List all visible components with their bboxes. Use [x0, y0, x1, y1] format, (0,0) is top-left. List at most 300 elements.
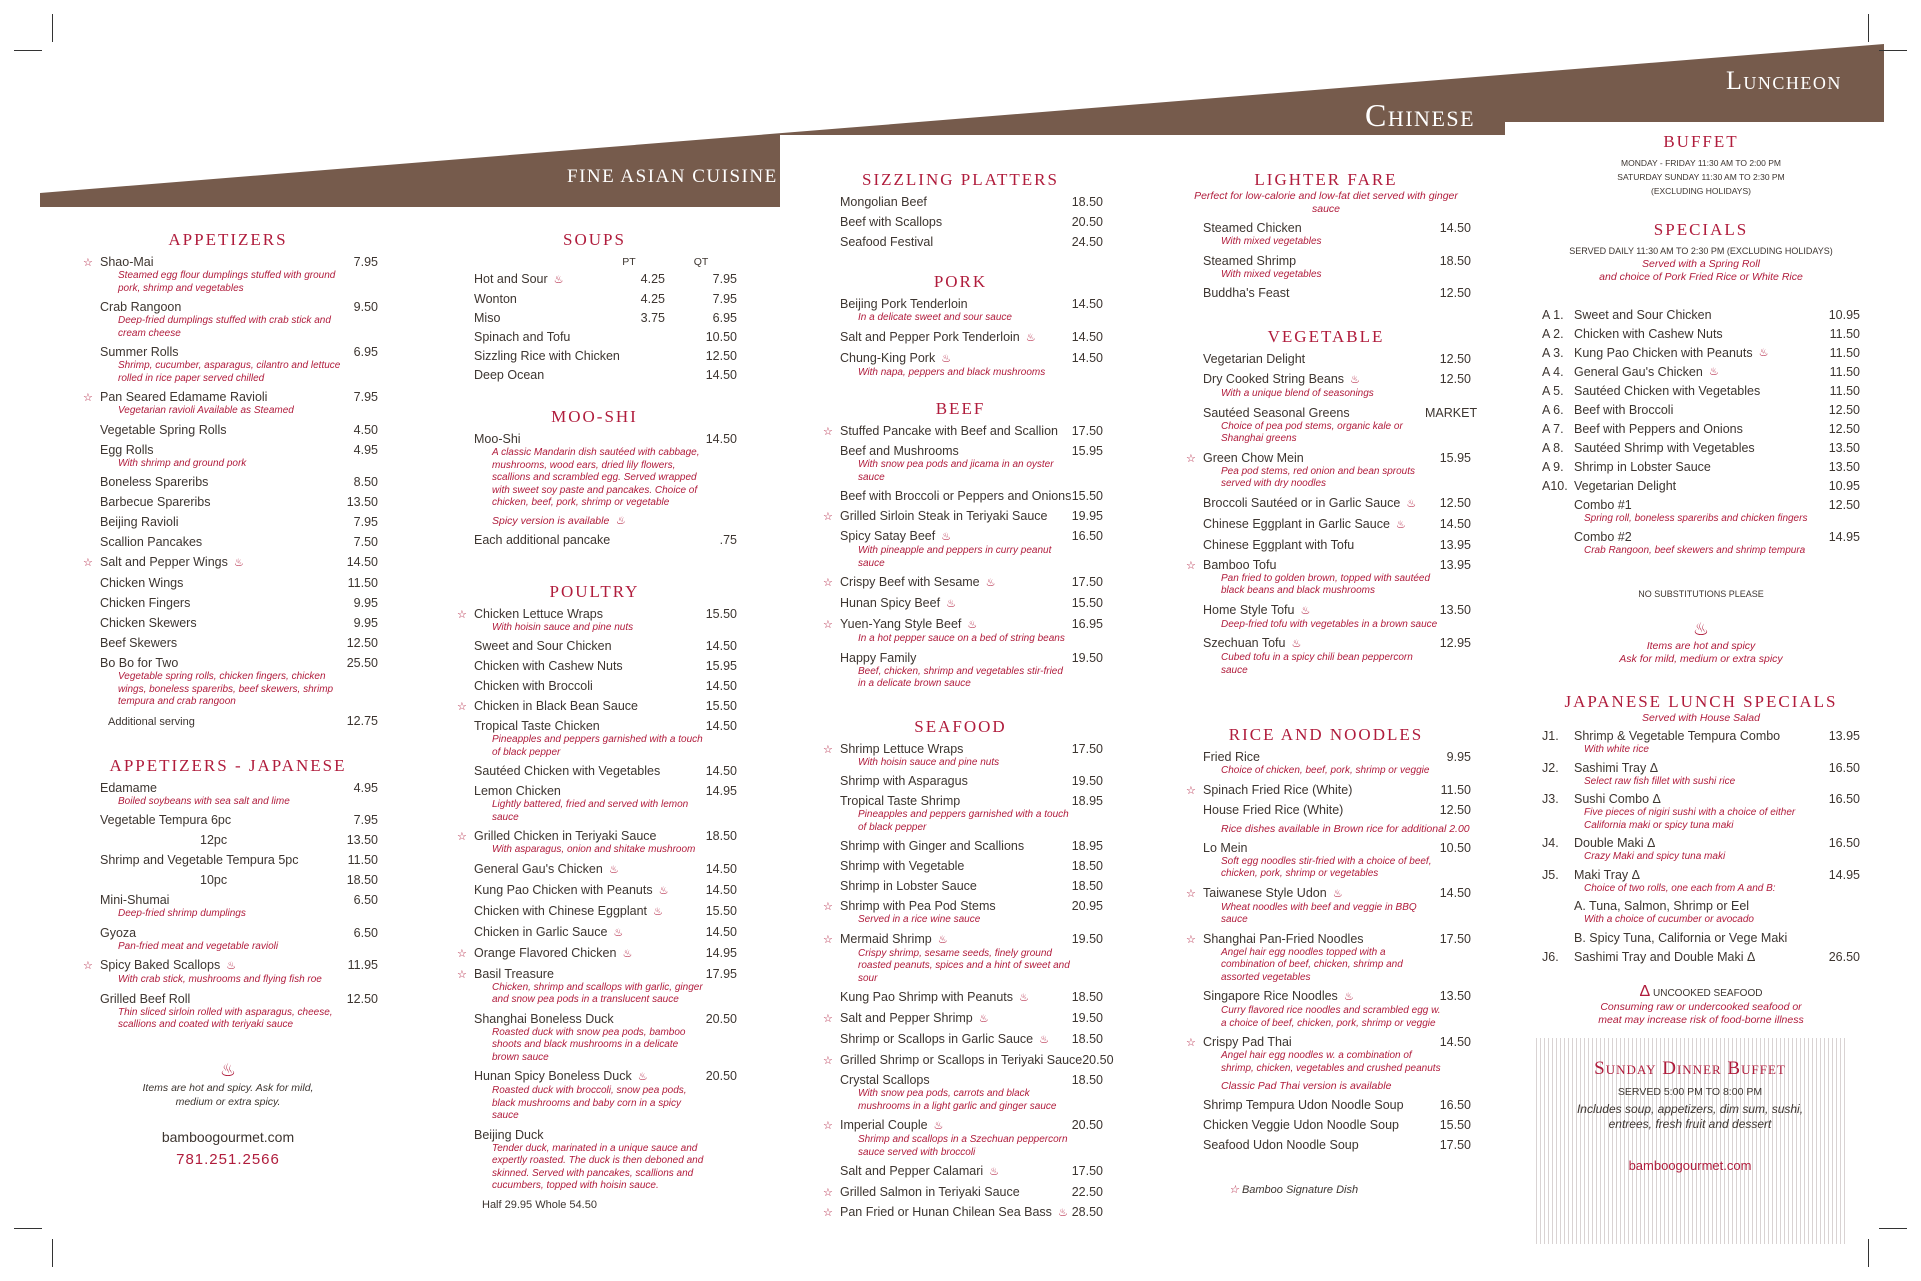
lunch-item [1542, 498, 1860, 526]
lunch-item-row [1542, 792, 1860, 807]
uncooked-text: UNCOOKED SEAFOOD [1653, 987, 1763, 999]
lunch-item-row [1542, 931, 1860, 946]
soup-name: Hot and Sour [474, 272, 548, 286]
japanese-lunch-title: JAPANESE LUNCH SPECIALS [1564, 692, 1838, 711]
menu-item [1181, 1098, 1471, 1113]
menu-item-row [100, 423, 378, 438]
lunch-item-price: 12.50 [1828, 498, 1860, 512]
menu-item [818, 774, 1103, 789]
menu-item-name: 10pc [200, 873, 228, 887]
menu-item [78, 535, 378, 550]
hot-spicy-icon: ♨ [637, 1071, 648, 1083]
menu-item-price: 16.50 [1071, 529, 1103, 543]
menu-item [78, 853, 378, 868]
menu-item [78, 443, 378, 471]
menu-item-row [1203, 783, 1471, 798]
menu-item-description: Tender duck, marinated in a unique sauce and expertly roasted. The duck is then deboned and skinned. Served with pancakes, scallions and cucumbers, topped with hoisin sauce. [492, 1142, 704, 1191]
soup-name: Miso [474, 311, 501, 325]
menu-item-row [840, 297, 1103, 312]
hot-spicy-icon: ♨ [967, 619, 978, 631]
website-text: bamboogourmet.com [161, 1128, 295, 1145]
hot-spicy-icon: ♨ [978, 1013, 989, 1025]
menu-item-name: Grilled Salmon in Teriyaki Sauce [840, 1185, 1020, 1199]
soup-quart-price: 10.50 [705, 330, 737, 344]
hot-spicy-icon: ♨ [615, 514, 626, 527]
vegetable-title: VEGETABLE [1267, 327, 1385, 346]
lunch-item-row [1542, 365, 1860, 380]
menu-item-row [840, 575, 1103, 591]
lighter-fare-note: Perfect for low-calorie and low-fat diet served with ginger sauce [1194, 190, 1458, 215]
menu-item-description: Cubed tofu in a spicy chili bean peppercorn sauce [1221, 652, 1413, 676]
menu-item [1181, 750, 1471, 778]
menu-item-description: With pineapple and peppers in curry peanut sauce [858, 545, 1052, 569]
menu-item-price: 7.50 [353, 535, 378, 549]
lunch-item-name: Beef with Peppers and Onions [1574, 422, 1743, 436]
lunch-item-code: J1. [1542, 729, 1559, 743]
menu-item-price: .75 [719, 532, 737, 547]
lunch-item-code: A 4. [1542, 365, 1564, 379]
menu-item-price: 14.95 [705, 784, 737, 798]
menu-item-row [1203, 989, 1471, 1005]
menu-item-row [474, 883, 737, 899]
menu-item-description: In a hot pepper sauce on a bed of string beans [858, 633, 1065, 644]
menu-item [452, 784, 737, 824]
menu-item-name: Broccoli Sautéed or in Garlic Sauce [1203, 495, 1401, 510]
hot-spicy-icon: ♨ [622, 947, 633, 960]
lunch-item-price: 16.50 [1828, 760, 1860, 775]
menu-item-name: General Gau's Chicken [474, 861, 603, 876]
menu-item-row [100, 300, 378, 315]
star-icon: ☆ [823, 1120, 833, 1132]
lunch-item-price: 13.50 [1828, 441, 1860, 455]
menu-item-row [1203, 886, 1471, 902]
menu-item [818, 1185, 1103, 1200]
menu-item-name: Mongolian Beef [840, 195, 927, 209]
lunch-item-code [1542, 931, 1574, 946]
lunch-item-name: Combo #1 [1574, 498, 1632, 512]
crop-mark [14, 50, 42, 51]
menu-item [818, 596, 1103, 612]
menu-item-row [840, 1053, 1114, 1068]
menu-item-price: 14.50 [705, 882, 737, 897]
lunch-item-name: General Gau's Chicken [1574, 365, 1703, 379]
soup-name: Wonton [474, 292, 517, 306]
appetizers-japanese-title: APPETIZERS - JAPANESE [109, 755, 347, 775]
menu-item-price: 15.95 [1071, 444, 1103, 458]
menu-item-row [1203, 1118, 1471, 1133]
lunch-item-code: J3. [1542, 792, 1559, 806]
specials-hours: SERVED DAILY 11:30 AM TO 2:30 PM (EXCLUDING HOLIDAYS) [1569, 246, 1833, 256]
lunch-item-row [1542, 460, 1860, 475]
menu-item-row [1203, 352, 1471, 367]
menu-item-name: Chicken in Garlic Sauce [474, 924, 608, 939]
menu-item-name: Shrimp with Asparagus [840, 774, 968, 788]
menu-item-row [840, 195, 1103, 210]
menu-item-name: Chicken Wings [100, 576, 184, 590]
menu-item-description: With hoisin sauce and pine nuts [858, 756, 1000, 768]
menu-item-row [474, 699, 737, 714]
menu-item [452, 1128, 737, 1193]
menu-item-price: 19.50 [1071, 650, 1103, 665]
quart-label: QT [693, 256, 709, 268]
star-icon: ☆ [83, 557, 93, 569]
soup-quart-price: 6.95 [712, 311, 737, 325]
menu-item-row [1203, 750, 1471, 765]
vegetable-list [1181, 352, 1478, 677]
star-icon: ☆ [83, 960, 93, 972]
lunch-item-code [1542, 530, 1574, 545]
menu-item [818, 879, 1103, 894]
menu-item-price: 14.50 [1071, 350, 1103, 365]
menu-item [452, 764, 737, 779]
menu-item-row [1203, 603, 1471, 619]
menu-item-name: Orange Flavored Chicken [474, 945, 617, 960]
menu-item-row [100, 781, 378, 796]
lunch-item-row [1542, 498, 1860, 513]
lunch-item-price: 13.95 [1828, 729, 1860, 743]
star-icon: ☆ [823, 933, 833, 946]
lunch-item-code: A 5. [1542, 384, 1564, 398]
menu-item-row [840, 235, 1103, 250]
menu-item [818, 424, 1103, 439]
lunch-item-price: 12.50 [1828, 403, 1860, 417]
menu-item-row [474, 1012, 737, 1027]
menu-item [1181, 823, 1471, 836]
menu-item-price: 20.95 [1071, 899, 1103, 913]
menu-item-price: 14.50 [1439, 516, 1471, 531]
menu-item [818, 1073, 1103, 1113]
menu-item-description: Lightly battered, fried and served with lemon sauce [492, 799, 689, 823]
menu-item [1181, 989, 1471, 1030]
menu-item-name: Chicken Veggie Udon Noodle Soup [1203, 1118, 1399, 1132]
lunch-item [1542, 792, 1860, 832]
menu-item-description: Soft egg noodles stir-fried with a choice of beef, chicken, pork, shrimp or vegetables [1221, 855, 1432, 879]
menu-item-price: 4.95 [353, 780, 378, 795]
star-icon: ☆ [1186, 1037, 1196, 1049]
menu-item-row [474, 1069, 737, 1085]
menu-item [78, 656, 378, 709]
menu-item [1181, 538, 1471, 553]
menu-item [1181, 352, 1471, 367]
lunch-item [1542, 836, 1860, 864]
menu-item-price: 4.95 [353, 442, 378, 457]
menu-item-name: Chinese Eggplant with Tofu [1203, 537, 1355, 552]
menu-item-name: Pan Seared Edamame Ravioli [100, 390, 268, 404]
menu-item-name: Lo Mein [1203, 840, 1248, 855]
menu-item-price: 25.50 [346, 656, 378, 670]
hot-spicy-icon: ♨ [1708, 366, 1719, 378]
menu-item-price: 9.95 [1446, 750, 1471, 764]
lunch-item-price: 14.95 [1828, 529, 1860, 544]
menu-item-price: 7.95 [353, 255, 378, 269]
menu-item [1181, 841, 1471, 881]
menu-item [452, 946, 737, 962]
menu-item-row [840, 742, 1103, 757]
menu-item-name: Crispy Pad Thai [1203, 1035, 1292, 1049]
raw-seafood-warning: Consuming raw or undercooked seafood or meat may increase risk of food-borne illness [1598, 1000, 1804, 1026]
menu-item-name: Lemon Chicken [474, 784, 561, 798]
menu-item-row [840, 899, 1103, 914]
lunch-item-description: Crazy Maki and spicy tuna maki [1584, 851, 1726, 862]
lunch-item-price: 10.95 [1828, 479, 1860, 493]
menu-item-price: 10.50 [1439, 840, 1471, 855]
lunch-item-name: Kung Pao Chicken with Peanuts [1574, 346, 1753, 360]
menu-item-row [1203, 517, 1471, 533]
seafood-title: SEAFOOD [914, 716, 1007, 736]
menu-item-name: Buddha's Feast [1203, 286, 1290, 300]
lunch-item-name: Beef with Broccoli [1574, 403, 1674, 417]
menu-item-name: Steamed Shrimp [1203, 253, 1297, 268]
japanese-lunch-list [1542, 729, 1860, 965]
hot-spicy-icon: ♨ [1406, 497, 1417, 510]
lunch-item-row [1542, 346, 1860, 361]
menu-item-name: Hunan Spicy Beef [840, 596, 941, 610]
menu-item-name: Chung-King Pork [840, 350, 936, 365]
soup-name: Deep Ocean [474, 368, 545, 382]
menu-item [452, 432, 737, 510]
menu-item-name: Grilled Shrimp or Scallops in Teriyaki Sauce [840, 1053, 1083, 1067]
menu-item [818, 1011, 1103, 1027]
menu-item-price: 8.50 [353, 475, 378, 489]
menu-item-row [474, 925, 737, 941]
star-icon: ☆ [1186, 559, 1196, 572]
menu-item-description: With snow pea pods and jicama in an oyster sauce [858, 459, 1054, 483]
menu-item-name: Chinese Eggplant in Garlic Sauce [1203, 516, 1390, 531]
menu-item [1181, 286, 1471, 301]
menu-item-price: 14.50 [1439, 221, 1471, 235]
menu-item-name: Happy Family [840, 650, 917, 665]
soup-quart-price: 12.50 [705, 349, 737, 363]
menu-item-price: 9.95 [353, 596, 378, 610]
menu-item [78, 515, 378, 530]
menu-item-row [840, 839, 1103, 854]
pint-label: PT [622, 256, 636, 268]
star-icon: ☆ [823, 577, 833, 589]
menu-item-name: Seafood Udon Noodle Soup [1203, 1138, 1359, 1152]
menu-item-description: Deep-fried dumplings stuffed with crab stick and cream cheese [118, 315, 331, 339]
menu-item [78, 958, 378, 987]
star-icon: ☆ [823, 901, 833, 913]
menu-item [78, 781, 378, 809]
menu-item [78, 345, 378, 385]
menu-item-price: 6.50 [353, 893, 378, 907]
menu-item-price: 17.50 [1071, 1164, 1103, 1178]
menu-item [818, 742, 1103, 770]
lunch-item-code: A10. [1542, 479, 1568, 493]
menu-item-price: 12.50 [1439, 495, 1471, 510]
menu-item-name: Shrimp or Scallops in Garlic Sauce [840, 1032, 1034, 1046]
menu-item-description: Thin sliced sirloin rolled with asparagus, cheese, scallions and coated with teriyaki sauce [118, 1006, 333, 1030]
menu-item-name: Salt and Pepper Calamari [840, 1164, 984, 1178]
menu-item [818, 297, 1103, 325]
menu-item-name: Each additional pancake [474, 532, 611, 547]
hot-spicy-icon: ♨ [1291, 638, 1302, 650]
hot-spicy-icon: ♨ [608, 863, 619, 876]
menu-item-price: 7.95 [353, 515, 378, 529]
lunch-item [1542, 868, 1860, 896]
menu-item-name: Chicken in Black Bean Sauce [474, 699, 638, 713]
menu-item-price: 14.50 [705, 679, 737, 693]
menu-item-row [100, 853, 378, 868]
menu-item [452, 1069, 737, 1123]
crop-mark [52, 14, 53, 42]
menu-item-name: Vegetarian Delight [1203, 352, 1306, 366]
star-icon: ☆ [823, 743, 833, 756]
soup-row [474, 368, 737, 383]
soup-pint-price: 4.25 [640, 272, 665, 286]
hot-spicy-icon: ♨ [658, 884, 669, 897]
hot-spicy-icon: ♨ [946, 598, 956, 610]
menu-item-description: Wheat noodles with beef and veggie in BBQ sauce [1221, 901, 1417, 925]
menu-item [818, 651, 1103, 691]
menu-item [452, 639, 737, 654]
menu-item [78, 833, 378, 848]
crop-mark [1879, 1228, 1907, 1229]
menu-item-price: 15.50 [1071, 489, 1103, 503]
menu-note: Rice dishes available in Brown rice for additional 2.00 [1221, 822, 1470, 835]
menu-item-name: House Fried Rice (White) [1203, 802, 1344, 817]
lunch-item-row [1542, 899, 1860, 914]
beef-list [818, 424, 1103, 691]
menu-item-description: Pineapples and peppers garnished with a touch of black pepper [492, 734, 703, 758]
menu-item [78, 813, 378, 828]
menu-item-description: Served in a rice wine sauce [858, 914, 981, 925]
menu-item-row [840, 879, 1103, 894]
buffet-excluding: (EXCLUDING HOLIDAYS) [1651, 186, 1751, 196]
menu-item-description: With napa, peppers and black mushrooms [858, 366, 1046, 378]
menu-item-row [100, 992, 378, 1007]
lunch-item-description: With a choice of cucumber or avocado [1584, 914, 1754, 925]
menu-item-price: 12.50 [1439, 802, 1471, 817]
menu-item-row [840, 774, 1103, 789]
menu-item-name: Chicken with Chinese Eggplant [474, 903, 648, 918]
menu-item-name: Stuffed Pancake with Beef and Scallion [840, 424, 1058, 438]
menu-item-row [1203, 1035, 1471, 1050]
menu-item [1181, 1118, 1471, 1133]
menu-item-row [474, 533, 737, 548]
menu-item-description: Choice of pea pod stems, organic kale or Shanghai greens [1221, 420, 1403, 444]
lunch-item [1542, 403, 1860, 418]
menu-item [1181, 803, 1471, 818]
menu-item-row [474, 967, 737, 982]
menu-item [818, 839, 1103, 854]
menu-item-name: Crab Rangoon [100, 300, 182, 314]
menu-item [1181, 783, 1471, 798]
menu-item [818, 351, 1103, 380]
mooshi-title: MOO-SHI [551, 407, 638, 426]
menu-item [452, 967, 737, 1007]
menu-item-name: Dry Cooked String Beans [1203, 372, 1345, 386]
menu-item-description: Choice of chicken, beef, pork, shrimp or veggie [1221, 765, 1430, 776]
specials-hot-ask: Ask for mild, medium or extra spicy [1619, 653, 1783, 665]
menu-item-name: Chicken Lettuce Wraps [474, 606, 603, 621]
lunch-item [1542, 479, 1860, 494]
soup-row [474, 272, 737, 288]
star-icon: ☆ [83, 392, 93, 404]
menu-item-price: 18.50 [1071, 859, 1103, 873]
menu-item-price: 20.50 [1071, 215, 1103, 229]
menu-item-name: Vegetable Tempura 6pc [100, 813, 232, 827]
menu-item-name: Kung Pao Chicken with Peanuts [474, 882, 653, 897]
lighter-fare-title: LIGHTER FARE [1254, 170, 1398, 189]
poultry-title: POULTRY [549, 581, 640, 601]
menu-note: Spicy version is available ♨ [492, 514, 626, 527]
soup-size-header [452, 256, 737, 268]
fine-asian-cuisine-heading: FINE ASIAN CUISINE [567, 166, 778, 187]
menu-item-name: Beef with Broccoli or Peppers and Onions [840, 489, 1072, 503]
lunch-item-name: Maki Tray Δ [1574, 867, 1640, 882]
lunch-item-code [1542, 899, 1574, 914]
lunch-item-code: J2. [1542, 760, 1559, 775]
menu-item-row [100, 495, 378, 510]
sunday-buffet-title: Sunday Dinner Buffet [1594, 1058, 1786, 1079]
lunch-item-row [1542, 836, 1860, 851]
menu-item-price: 15.50 [1071, 596, 1103, 610]
menu-item [818, 1205, 1103, 1221]
menu-item-row [100, 926, 378, 941]
lunch-item [1542, 441, 1860, 456]
menu-item-description: In a delicate sweet and sour sauce [858, 312, 1012, 323]
delta-icon: Δ [1639, 982, 1651, 1000]
soup-quart-price: 14.50 [705, 368, 737, 382]
menu-item-price: 14.50 [346, 555, 378, 569]
menu-item-name: Chicken with Cashew Nuts [474, 659, 623, 673]
hot-spicy-icon: ♨ [553, 274, 564, 286]
menu-item [1181, 886, 1471, 927]
column-soups-poultry [452, 226, 737, 1213]
menu-item-name: Fried Rice [1203, 750, 1260, 764]
lunch-item-row [1542, 530, 1860, 545]
lunch-item [1542, 365, 1860, 380]
menu-item-name: Shrimp with Pea Pod Stems [840, 899, 996, 913]
menu-item-price: 13.50 [346, 495, 378, 509]
poultry-list [452, 607, 737, 1213]
menu-item-price: 19.50 [1071, 1011, 1103, 1025]
menu-item-price: 16.95 [1071, 617, 1103, 631]
soup-pint-price: 4.25 [640, 292, 665, 306]
crop-mark [52, 1239, 53, 1267]
menu-item-price: 9.50 [353, 300, 378, 314]
menu-item-name: Seafood Festival [840, 235, 934, 249]
menu-item [818, 1118, 1103, 1159]
menu-item [818, 1164, 1103, 1180]
menu-item-price: 13.50 [1439, 602, 1471, 617]
crop-mark [14, 1228, 42, 1229]
menu-item-price: 17.50 [1439, 931, 1471, 946]
menu-item-name: Tropical Taste Chicken [474, 719, 600, 733]
menu-item [452, 1012, 737, 1065]
sizzling-list [818, 195, 1103, 250]
menu-item [1181, 932, 1471, 985]
menu-item-row [840, 1205, 1103, 1221]
soups-list [452, 272, 737, 383]
menu-item [452, 607, 737, 635]
menu-item-name: Salt and Pepper Shrimp [840, 1011, 973, 1025]
menu-item [1181, 558, 1471, 598]
menu-item [1181, 405, 1478, 446]
menu-item-price: 19.50 [1071, 931, 1103, 946]
menu-item-price: 12.95 [1439, 636, 1471, 650]
star-icon: ☆ [1186, 784, 1196, 797]
menu-item [1181, 221, 1471, 249]
signature-legend [1181, 1183, 1471, 1196]
specials-list [1542, 308, 1860, 557]
menu-item-name: 12pc [200, 833, 228, 847]
specials-hot-note: Items are hot and spicy [1646, 640, 1756, 652]
menu-item [78, 616, 378, 631]
hot-spicy-icon: ♨ [1057, 1207, 1068, 1219]
menu-item-row [840, 489, 1103, 504]
